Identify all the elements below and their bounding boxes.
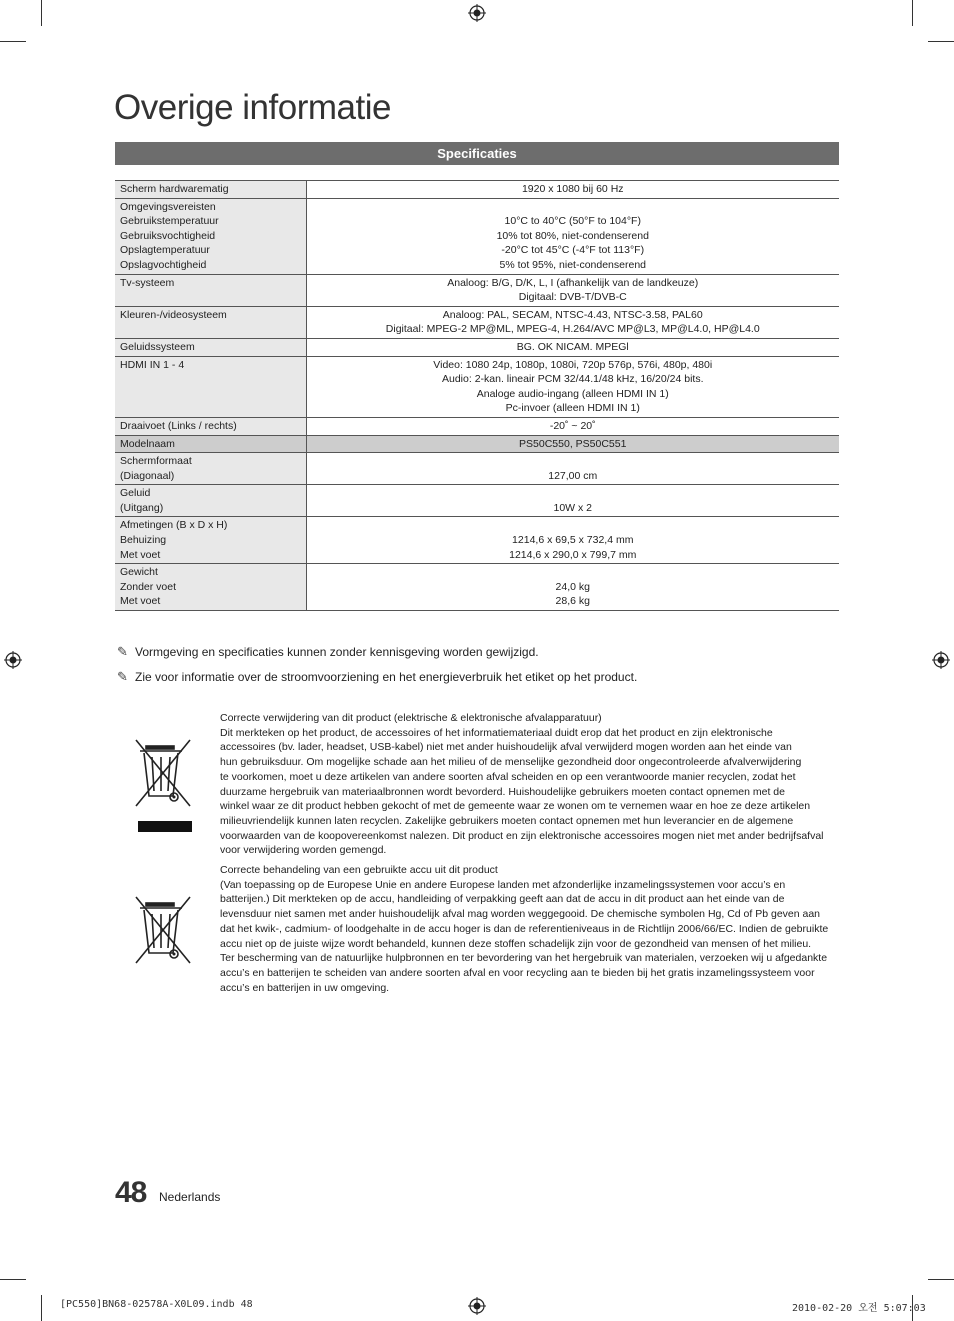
note	[117, 669, 637, 685]
spec-label	[115, 181, 306, 199]
spec-value-line: Digitaal: DVB-T/DVB-C	[518, 291, 627, 304]
registration-mark-icon	[4, 651, 22, 669]
spec-value-line: Pc-invoer (alleen HDMI IN 1)	[505, 402, 640, 415]
paragraph-line: duurzame hergebruik van materiaalbronnen wordt bevorderd. Huishoudelijke gebruikers moeten contact opnemen met de	[220, 785, 785, 798]
spec-label-line: Kleuren-/videosysteem	[120, 308, 227, 321]
spec-label-line: Afmetingen (B x D x H)	[120, 519, 228, 532]
paragraph-line: accu’s en batterijen te scheiden van andere soorten afval en voor recycling aan te bieden bij het gratis inzamelingssysteem voor	[220, 966, 815, 979]
spec-value-line: 1920 x 1080 bij 60 Hz	[521, 183, 624, 195]
spec-row	[115, 181, 839, 199]
page-title: Overige informatie	[114, 88, 391, 127]
paragraph-line: Ter bescherming van de natuurlijke hulpbronnen en ter bevordering van het hergebruik van materialen, verzoeken wij u afgedankte	[220, 952, 828, 965]
spec-value	[306, 485, 839, 517]
spec-label	[115, 274, 306, 306]
registration-mark-icon	[932, 651, 950, 669]
note-text: Zie voor informatie over de stroomvoorziening en het energieverbruik het etiket op het product.	[135, 670, 638, 684]
spec-label-line: Gewicht	[120, 566, 158, 579]
paragraph-line: hun gebruiksduur. Om mogelijke schade aan het milieu of de menselijke gezondheid door ongecontroleerde afvalverwijdering	[220, 756, 802, 769]
crop-mark	[41, 0, 42, 26]
spec-row	[115, 356, 839, 417]
crop-mark	[0, 1279, 26, 1280]
spec-value-line: Analoog: B/G, D/K, L, I (afhankelijk van de landkeuze)	[447, 276, 699, 289]
spec-value	[306, 417, 839, 435]
spec-table	[115, 180, 839, 611]
spec-label-line: Gebruiksvochtigheid	[120, 229, 216, 242]
spec-value-line: BG. OK NICAM. MPEGl	[516, 340, 629, 353]
crop-mark	[41, 1295, 42, 1321]
spec-value-line: Video: 1080 24p, 1080p, 1080i, 720p 576p, 576i, 480p, 480i	[433, 358, 713, 371]
spec-value	[306, 181, 839, 199]
spec-value-line: Audio: 2-kan. lineair PCM 32/44.1/48 kHz, 16/20/24 bits.	[442, 373, 704, 386]
spec-label	[115, 417, 306, 435]
spec-value-line: 10W x 2	[553, 501, 592, 514]
spec-row	[115, 306, 839, 338]
spec-label-line: Geluidssysteem	[120, 340, 195, 353]
paragraph-line: dat het kwik-, cadmium- of loodgehalte in de accu hoger is dan de referentieniveaus in de Richtlijn 2006/66/EC. Indien de gebruikte	[220, 922, 829, 935]
page-number: 48	[115, 1176, 147, 1209]
spec-label-line: Opslagvochtigheid	[120, 258, 207, 271]
spec-value	[306, 274, 839, 306]
spec-row	[115, 338, 839, 356]
paragraph-line: (Van toepassing op de Europese Unie en andere Europese landen met afzonderlijke inzamelingssystemen voor accu’s en	[220, 878, 786, 891]
spec-label-line: Gebruikstemperatuur	[120, 215, 219, 228]
paragraph-line: accu niet op de juiste wijze wordt behandeld, kunnen deze stoffen schadelijk zijn voor de gezondheid van mensen of het milieu.	[220, 937, 812, 950]
spec-row	[115, 517, 839, 564]
spec-label-line: (Uitgang)	[120, 501, 164, 514]
spec-row	[115, 274, 839, 306]
paragraph-line: voorwaarden van de koopovereenkomst nalezen. Dit product en zijn elektronische accessoires mogen niet met ander bedrijfsafval	[220, 829, 824, 842]
spec-value-line: 28,6 kg	[555, 595, 590, 608]
spec-row	[115, 485, 839, 517]
print-slug-file: [PC550]BN68-02578A-X0L09.indb 48	[60, 1299, 253, 1310]
spec-label	[115, 306, 306, 338]
spec-value	[306, 564, 839, 611]
spec-label-line: Met voet	[120, 548, 161, 561]
spec-value-line: Digitaal: MPEG-2 MP@ML, MPEG-4, H.264/AVC MP@L3, MP@L4.0, HP@L4.0	[385, 323, 760, 336]
spec-row	[115, 198, 839, 274]
spec-value-line: 1214,6 x 69,5 x 732,4 mm	[512, 534, 634, 547]
section-title: Specificaties	[115, 142, 839, 165]
spec-label-line: Behuizing	[120, 534, 167, 547]
paragraph-line: accessoires (bv. lader, headset, USB-kabel) niet met ander huishoudelijk afval verwijderd mogen worden aan het einde van	[220, 741, 792, 754]
spec-value	[306, 435, 839, 453]
paragraph-line: te voorkomen, moet u deze artikelen van andere soorten afval scheiden en op een verantwoorde manier recyclen, zodat het	[220, 770, 796, 783]
spec-label-line: Schermformaat	[120, 455, 192, 468]
spec-row	[115, 564, 839, 611]
crop-mark	[0, 41, 26, 42]
paragraph-line: Correcte verwijdering van dit product (elektrische & elektronische afvalapparatuur)	[220, 712, 602, 724]
spec-value-line: Analoog: PAL, SECAM, NTSC-4.43, NTSC-3.58, PAL60	[442, 308, 703, 321]
paragraph-line: Correcte behandeling van een gebruikte accu uit dit product	[220, 864, 498, 876]
crossed-out-wheelie-bin-icon	[130, 893, 198, 967]
spec-value-line: 1214,6 x 290,0 x 799,7 mm	[509, 548, 637, 561]
spec-label-line: Met voet	[120, 595, 161, 608]
spec-label-line: Opslagtemperatuur	[120, 244, 210, 257]
spec-value-line: PS50C550, PS50C551	[519, 437, 627, 450]
spec-label-line: Modelnaam	[120, 437, 175, 450]
spec-row	[115, 435, 839, 453]
spec-value-line: 10°C to 40°C (50°F to 104°F)	[504, 215, 641, 228]
registration-mark-icon	[468, 4, 486, 22]
registration-mark-icon	[468, 1297, 486, 1315]
page-language: Nederlands	[159, 1190, 221, 1204]
spec-label-line: Draaivoet (Links / rechts)	[120, 419, 237, 432]
crop-mark	[912, 0, 913, 26]
spec-table-body	[115, 181, 839, 611]
spec-label-line: (Diagonaal)	[120, 469, 175, 482]
crop-mark	[928, 41, 954, 42]
paragraph-line: batterijen.) Dit merkteken op de accu, handleiding of verpakking geeft aan dat de accu in dit product aan het einde van de	[220, 893, 785, 906]
spec-value-line: -20˚ ~ 20˚	[549, 419, 596, 432]
spec-label	[115, 338, 306, 356]
paragraph-line: winkel waar ze dit product hebben gekocht of met de gemeente waar ze wonen om te vernemen waar en hoe ze deze artikelen	[220, 800, 811, 813]
pencil-note-icon: ✎	[117, 669, 128, 684]
note	[117, 644, 539, 660]
spec-value-line: 5% tot 95%, niet-condenserend	[499, 258, 646, 271]
spec-label-line: Scherm hardwarematig	[120, 183, 229, 195]
crop-mark	[928, 1279, 954, 1280]
spec-value-line: 24,0 kg	[555, 580, 590, 593]
spec-label	[115, 198, 306, 274]
spec-label	[115, 564, 306, 611]
spec-label	[115, 485, 306, 517]
crossed-out-wheelie-bin-icon	[130, 736, 198, 834]
note-text: Vormgeving en specificaties kunnen zonder kennisgeving worden gewijzigd.	[135, 645, 539, 659]
spec-label-line: Omgevingsvereisten	[120, 200, 216, 213]
paragraph-line: Dit merkteken op het product, de accessoires of het informatiemateriaal duidt erop dat het product en zijn elektronische	[220, 726, 773, 739]
spec-row	[115, 453, 839, 485]
spec-value-line: 10% tot 80%, niet-condenserend	[496, 229, 649, 242]
spec-label	[115, 356, 306, 417]
spec-value	[306, 306, 839, 338]
paragraph-line: milieuvriendelijk kunnen laten recyclen. Zakelijke gebruikers moeten contact opnemen met hun leverancier en de algemene	[220, 814, 794, 827]
spec-value	[306, 356, 839, 417]
spec-row	[115, 417, 839, 435]
spec-value-line: Analoge audio-ingang (alleen HDMI IN 1)	[476, 387, 669, 400]
paragraph-line: voor verwijdering worden gemengd.	[220, 844, 387, 857]
pencil-note-icon: ✎	[117, 644, 128, 659]
spec-value	[306, 453, 839, 485]
spec-value-line: -20°C tot 45°C (-4°F tot 113°F)	[501, 244, 645, 257]
paragraph-line: accu’s en batterijen in uw omgeving.	[220, 981, 390, 994]
spec-label-line: Geluid	[120, 487, 151, 500]
spec-value	[306, 198, 839, 274]
spec-label	[115, 435, 306, 453]
spec-label	[115, 517, 306, 564]
spec-label-line: Zonder voet	[120, 580, 177, 593]
weee-product-text	[220, 711, 838, 858]
spec-value	[306, 338, 839, 356]
weee-battery-text	[220, 863, 838, 995]
paragraph-line: levensduur niet samen met ander huishoudelijk afval mag worden weggegooid. De chemische symbolen Hg, Cd of Pb geven aan	[220, 908, 821, 921]
print-slug-datetime: 2010-02-20 오전 5:07:03	[792, 1303, 926, 1314]
spec-label-line: HDMI IN 1 - 4	[120, 358, 185, 371]
spec-label-line: Tv-systeem	[120, 276, 175, 289]
spec-label	[115, 453, 306, 485]
spec-value-line: 127,00 cm	[548, 469, 598, 482]
spec-value	[306, 517, 839, 564]
